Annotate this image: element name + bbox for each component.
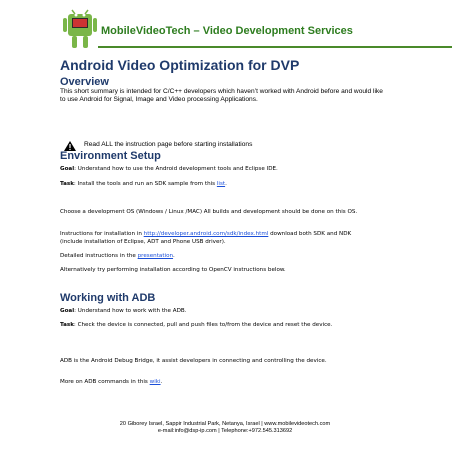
env-task-label: Task: [60, 181, 74, 187]
letterhead-text: [101, 25, 353, 37]
brand-separator: –: [190, 25, 203, 37]
environment-setup-heading: Environment Setup: [60, 150, 161, 162]
adb-paragraph-wiki: [60, 379, 365, 387]
env-paragraph-install: [60, 231, 365, 247]
adb-wiki-post: .: [160, 379, 163, 385]
env-paragraph-opencv: Alternatively try performing installation according to OpenCV instructions below.: [60, 267, 286, 273]
env-task-end: .: [225, 181, 227, 187]
page-footer: [60, 421, 390, 435]
adb-goal-text: : Understand how to work with the ADB.: [74, 308, 187, 314]
env-goal-label: Goal: [60, 166, 75, 172]
page-title: Android Video Optimization for DVP: [60, 57, 300, 73]
footer-contact: e-mail:info@dsp-ip.com | Telephone:+972.545.313692: [157, 428, 293, 434]
env-install-pre: Instructions for installation in: [60, 231, 144, 237]
presentation-link[interactable]: presentation: [137, 253, 174, 259]
brand-tagline: Video Development Services: [202, 25, 353, 37]
env-paragraph-os: Choose a development OS (Windows / Linux /MAC) All builds and development should be done on this OS.: [60, 209, 358, 215]
adb-task: [60, 322, 365, 330]
adb-wiki-link[interactable]: wiki: [149, 379, 161, 385]
env-install-post: download both SDK and NDK (include installation of Eclipse, ADT and Phone USB driver).: [60, 231, 352, 245]
overview-text: This short summary is intended for C/C++ developers which haven’t worked with Android before and would like to use Android for Signal, Image and Video processing Applications.: [60, 88, 383, 103]
adb-task-label: Task: [60, 322, 74, 328]
warning-text: Read ALL the instruction page before starting installations: [84, 141, 253, 148]
env-detailed-pre: Detailed instructions in the: [60, 253, 138, 259]
sdk-sample-list-link[interactable]: list: [216, 181, 226, 187]
env-task-text: : Install the tools and run an SDK sample from this: [73, 181, 217, 187]
adb-wiki-pre: More on ADB commands in this: [60, 379, 150, 385]
adb-paragraph-intro: ADB is the Android Debug Bridge, it assist developers in connecting and controlling the device.: [60, 358, 327, 364]
adb-goal: [60, 308, 365, 316]
env-detailed-post: .: [173, 253, 175, 259]
working-with-adb-heading: Working with ADB: [60, 292, 156, 304]
overview-heading: Overview: [60, 76, 109, 88]
env-paragraph-detailed: [60, 253, 365, 261]
adb-goal-label: Goal: [60, 308, 75, 314]
letterhead-rule: [98, 46, 452, 48]
android-sdk-link[interactable]: http://developer.android.com/sdk/index.html: [143, 231, 269, 237]
env-goal: [60, 166, 365, 174]
env-task: [60, 181, 365, 189]
env-goal-text: : Understand how to use the Android development tools and Eclipse IDE.: [74, 166, 278, 172]
brand-name: MobileVideoTech: [101, 25, 191, 37]
adb-task-text: : Check the device is connected, pull and push files to/from the device and reset the device.: [73, 322, 333, 328]
android-logo-icon: [62, 8, 98, 50]
footer-address: 20 Giborey Israel, Sappir Industrial Park, Netanya, Israel | www.mobilevideotech.com: [119, 421, 331, 427]
